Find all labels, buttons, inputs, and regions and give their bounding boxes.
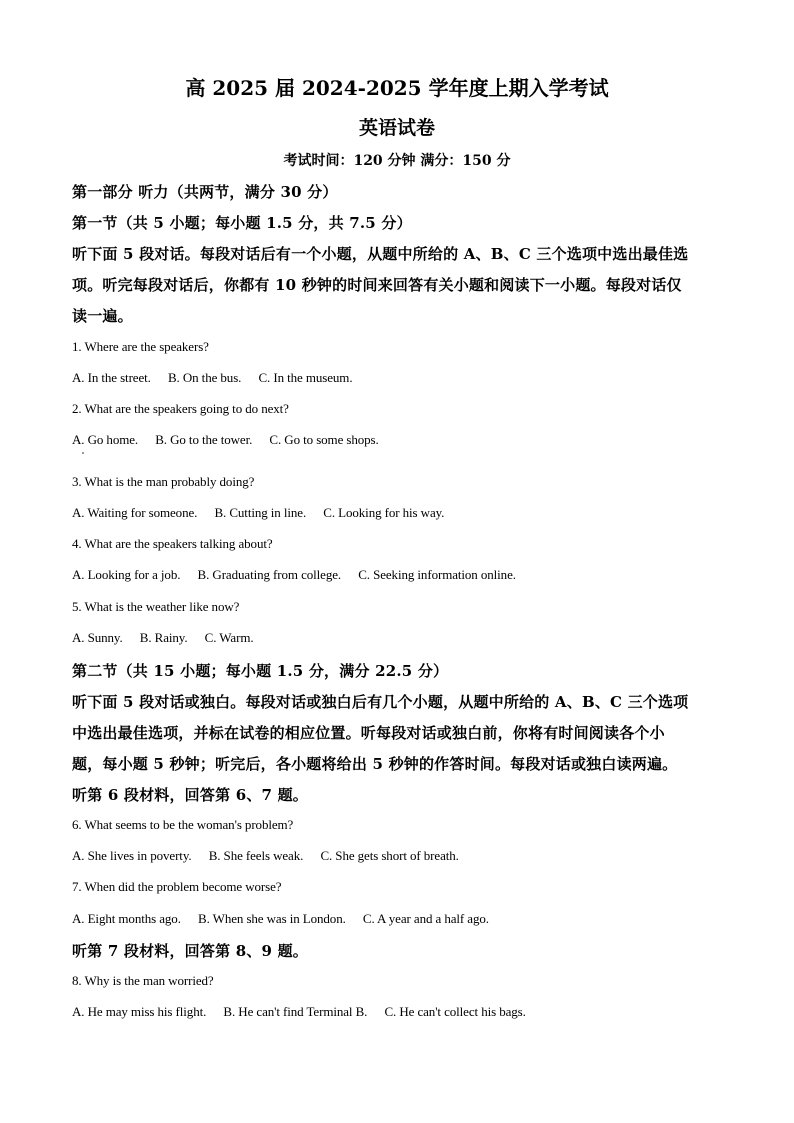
question-options [72,911,489,927]
instruction-line: 读一遍。 [72,307,133,325]
option-a: A. Eight months ago. [72,911,181,926]
option-b: B. He can't find Terminal B. [223,1004,368,1019]
question-options [72,567,516,583]
option-b: B. On the bus. [167,370,242,385]
question-text: 1. Where are the speakers? [72,339,209,354]
instruction-line: 题，每小题 5 秒钟；听完后，各小题将给出 5 秒钟的作答时间。每段对话或独白读两遍。 [72,755,678,773]
option-a: A. Looking for a job. [72,567,181,582]
option-a: A. In the street. [72,370,151,385]
exam-info: 考试时间：120 分钟 满分：150 分 [283,153,511,169]
option-c: C. He can't collect his bags. [384,1004,526,1019]
option-b: B. When she was in London. [198,911,346,926]
question-text: 8. Why is the man worried? [72,973,214,988]
option-b: B. Go to the tower. [155,432,253,447]
question-text: 2. What are the speakers going to do next? [72,401,289,416]
instruction-line: 项。听完每段对话后，你都有 10 秒钟的时间来回答有关小题和阅读下一小题。每段对话仅 [72,276,682,294]
question-text: 7. When did the problem become worse? [72,879,282,894]
question-options [72,432,379,448]
option-a: A. She lives in poverty. [72,848,192,863]
option-a: A. Go home. [72,432,139,447]
exam-subject: 英语试卷 [358,117,435,139]
question-options [72,505,444,521]
material-heading: 听第 7 段材料，回答第 8、9 题。 [72,942,309,960]
part-heading: 第一部分 听力（共两节，满分 30 分） [72,183,338,201]
option-c: C. A year and a half ago. [362,911,489,926]
question-options [72,848,459,864]
option-c: C. Seeking information online. [358,567,516,582]
question-text: 4. What are the speakers talking about? [72,536,273,551]
option-a: A. He may miss his flight. [72,1004,207,1019]
section-heading: 第一节（共 5 小题；每小题 1.5 分，共 7.5 分） [72,214,412,232]
option-a: A. Sunny. [72,630,123,645]
option-c: C. Looking for his way. [323,505,445,520]
question-options [72,1004,526,1020]
option-b: B. Graduating from college. [197,567,342,582]
option-c: C. Go to some shops. [269,432,379,447]
question-text: 5. What is the weather like now? [72,599,240,614]
question-text: 3. What is the man probably doing? [72,474,255,489]
instruction-line: 听下面 5 段对话或独白。每段对话或独白后有几个小题，从题中所给的 A、B、C 三个选项 [72,693,689,711]
option-b: B. Cutting in line. [214,505,307,520]
instruction-line: 中选出最佳选项，并标在试卷的相应位置。听每段对话或独白前，你将有时间阅读各个小 [72,724,665,742]
option-c: C. Warm. [204,630,254,645]
material-heading: 听第 6 段材料，回答第 6、7 题。 [72,786,309,804]
exam-title: 高 2025 届 2024-2025 学年度上期入学考试 [185,76,609,100]
option-a: A. Waiting for someone. [72,505,198,520]
stray-mark [82,452,84,454]
question-text: 6. What seems to be the woman's problem? [72,817,294,832]
question-options [72,370,352,386]
option-b: B. She feels weak. [208,848,304,863]
instruction-line: 听下面 5 段对话。每段对话后有一个小题，从题中所给的 A、B、C 三个选项中选出最佳选 [72,245,689,263]
option-c: C. She gets short of breath. [320,848,459,863]
option-b: B. Rainy. [139,630,188,645]
section-heading: 第二节（共 15 小题；每小题 1.5 分，满分 22.5 分） [72,662,449,680]
question-options [72,630,254,646]
option-c: C. In the museum. [258,370,353,385]
